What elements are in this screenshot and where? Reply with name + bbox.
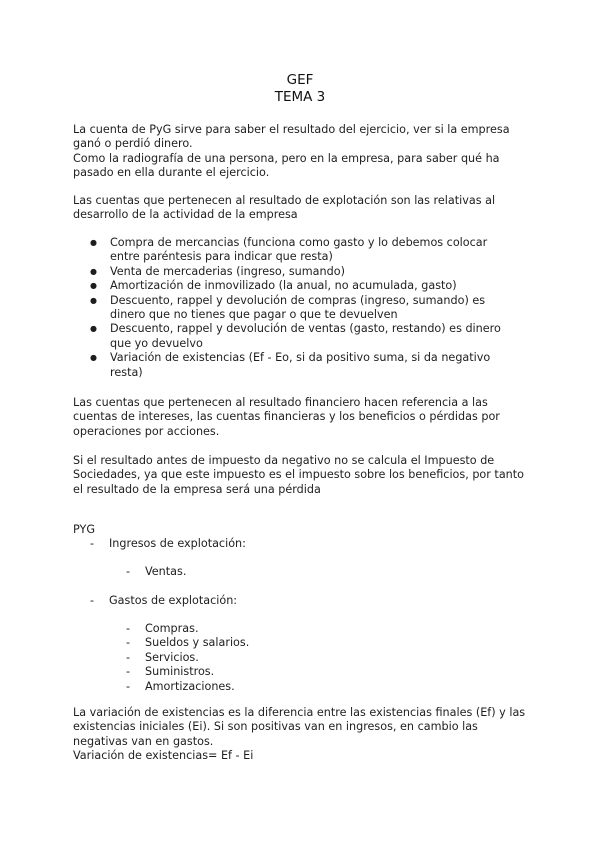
list-item: - Servicios.	[126, 651, 249, 665]
list-item: - Ventas.	[126, 565, 186, 579]
pyg-label: PYG	[73, 523, 96, 536]
variacion-paragraph: La variación de existencias es la diferencia entre las existencias finales (Ef) y las existencias iniciales (Ei). Si son positivas van en ingresos, en cambio las negativas van en gastos.	[73, 706, 526, 748]
ingresos-items	[126, 565, 186, 579]
list-item: - Suministros.	[126, 665, 249, 679]
list-item: ● Amortización de inmovilizado (la anual, no acumulada, gasto)	[90, 279, 510, 293]
list-item: ● Venta de mercaderias (ingreso, sumando)	[90, 265, 510, 279]
intro-section	[73, 123, 533, 181]
gastos-items	[126, 622, 249, 694]
variacion-section	[73, 706, 533, 764]
document-subtitle: TEMA 3	[274, 89, 326, 105]
intro-paragraph: Como la radiografía de una persona, pero en la empresa, para saber qué ha pasado en ella durante el ejercicio.	[73, 151, 500, 180]
formula-value: Ef - Ei	[220, 749, 254, 763]
financiero-paragraph: Las cuentas que pertenecen al resultado financiero hacen referencia a las cuentas de intereses, las cuentas financieras y los beneficios o pérdidas por operaciones por acciones.	[73, 396, 500, 438]
list-item: ● Variación de existencias (Ef - Eo, si da positivo suma, si da negativo resta)	[90, 351, 510, 380]
explotacion-list	[90, 236, 510, 380]
list-item: - Amortizaciones.	[126, 680, 249, 694]
intro-paragraph: La cuenta de PyG sirve para saber el resultado del ejercicio, ver si la empresa ganó o perdió dinero.	[73, 123, 510, 151]
list-item: - Compras.	[126, 622, 249, 636]
explotacion-paragraph: Las cuentas que pertenecen al resultado de explotación son las relativas al desarrollo de la actividad de la empresa	[73, 194, 496, 222]
ingresos-label: - Ingresos de explotación:	[90, 537, 246, 551]
list-item: - Sueldos y salarios.	[126, 636, 249, 650]
pyg-gastos	[90, 594, 237, 608]
impuesto-section	[73, 454, 533, 497]
pyg-ingresos	[90, 537, 246, 551]
gastos-label: - Gastos de explotación:	[90, 594, 237, 608]
financiero-section	[73, 396, 533, 439]
formula-label: Variación de existencias=	[73, 749, 221, 763]
document-header	[0, 72, 600, 106]
impuesto-paragraph: Si el resultado antes de impuesto da negativo no se calcula el Impuesto de Sociedades, ya que este impuesto es el impuesto sobre los beneficios, por tanto el resultado de la empresa será una pérdida	[73, 454, 525, 496]
list-item: ● Compra de mercancias (funciona como gasto y lo debemos colocar entre paréntesis para indicar que resta)	[90, 236, 510, 265]
document-title: GEF	[286, 72, 314, 88]
list-item: ● Descuento, rappel y devolución de ventas (gasto, restando) es dinero que yo devuelvo	[90, 322, 510, 351]
explotacion-intro	[73, 194, 533, 223]
variacion-formula-line	[73, 749, 533, 763]
list-item: ● Descuento, rappel y devolución de compras (ingreso, sumando) es dinero que no tienes que pagar o que te devuelven	[90, 294, 510, 323]
